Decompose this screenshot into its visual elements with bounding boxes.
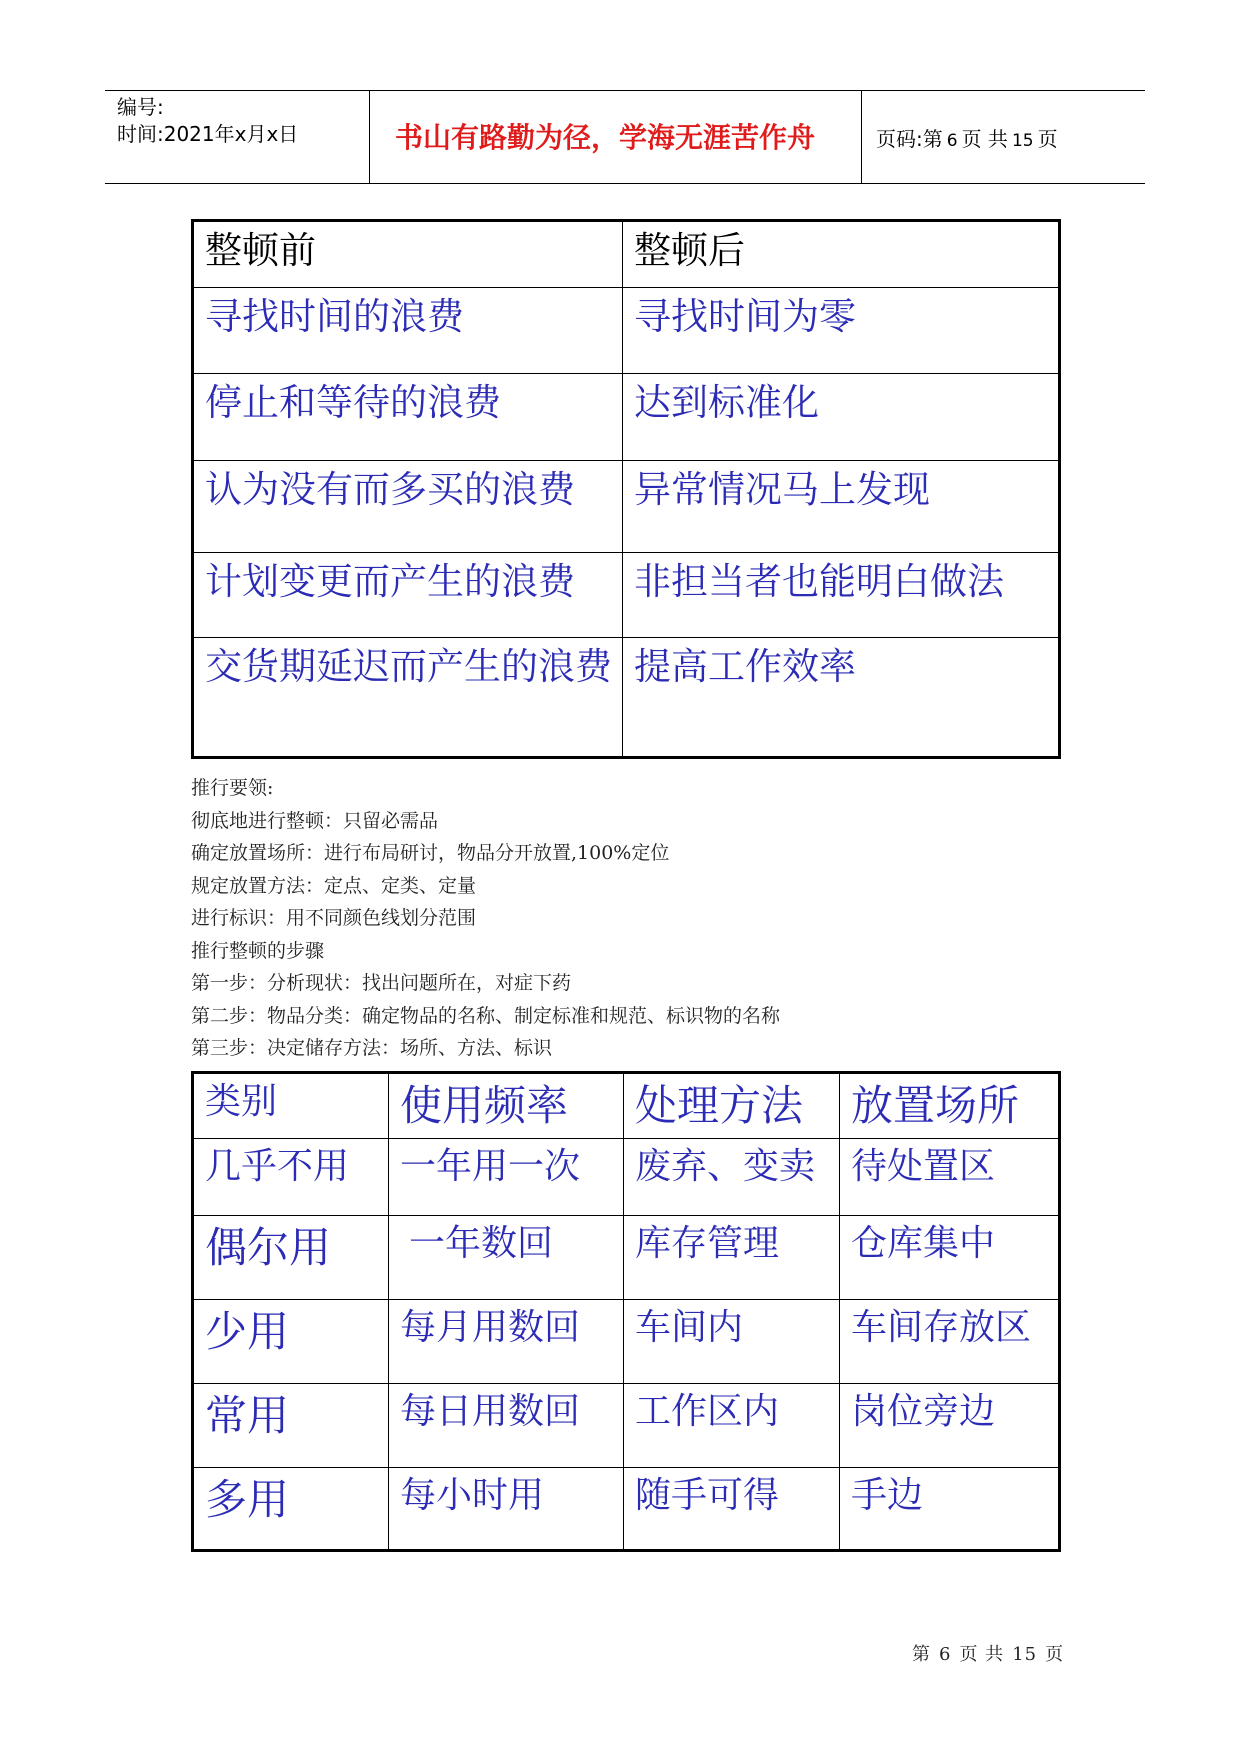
- note-line: 推行要领:: [191, 777, 274, 799]
- table-cell: 库存管理: [624, 1216, 840, 1300]
- table-cell: 偶尔用: [193, 1216, 389, 1300]
- table-cell: 提高工作效率: [623, 638, 1060, 758]
- header-page-mid: 页 共: [961, 127, 1008, 151]
- arrangement-before-after-table: [191, 219, 1061, 759]
- table-cell: 岗位旁边: [840, 1384, 1060, 1468]
- table-cell: 计划变更而产生的浪费: [193, 553, 623, 638]
- table-header-row: [193, 1073, 1060, 1139]
- note-line: 第一步：分析现状：找出问题所在，对症下药: [191, 972, 572, 994]
- header-motto: 书山有路勤为径，学海无涯苦作舟: [395, 121, 816, 154]
- table-cell: 寻找时间为零: [623, 288, 1060, 374]
- table-header-cell: 处理方法: [624, 1073, 840, 1139]
- footer-current: 6: [939, 1644, 952, 1665]
- table-row: [193, 638, 1060, 758]
- table-cell: 废弃、变卖: [624, 1139, 840, 1216]
- note-line: 推行整顿的步骤: [191, 939, 325, 962]
- table-cell: 少用: [193, 1300, 389, 1384]
- table-row: [193, 461, 1060, 553]
- footer-mid: 页 共: [959, 1644, 1005, 1665]
- footer-prefix: 第: [912, 1644, 931, 1665]
- header-page-suffix: 页: [1037, 127, 1058, 151]
- header-page-indicator: [876, 126, 1058, 154]
- header-divider-left: [369, 90, 370, 183]
- footer-total: 15: [1012, 1644, 1038, 1665]
- table-header-cell: 类别: [193, 1073, 389, 1139]
- header-page-current: 6: [946, 131, 958, 151]
- table-cell: 随手可得: [624, 1468, 840, 1551]
- header-divider-right: [861, 90, 862, 183]
- header-top-rule: [105, 90, 1145, 91]
- table-cell: 每小时用: [389, 1468, 624, 1551]
- header-bottom-rule: [105, 183, 1145, 184]
- table-header-row: [193, 221, 1060, 288]
- table-cell: 车间内: [624, 1300, 840, 1384]
- table-cell: 一年数回: [389, 1216, 624, 1300]
- table-header-cell: 整顿后: [623, 221, 1060, 288]
- table-row: [193, 1384, 1060, 1468]
- table-cell: 几乎不用: [193, 1139, 389, 1216]
- table-row: [193, 1139, 1060, 1216]
- header-page-total: 15: [1011, 131, 1034, 151]
- table-cell: 多用: [193, 1468, 389, 1551]
- table-header-cell: 使用频率: [389, 1073, 624, 1139]
- note-line: 第三步：决定储存方法：场所、方法、标识: [191, 1037, 553, 1059]
- header-time-label: 时间:2021年x月x日: [117, 122, 299, 146]
- note-line: 确定放置场所：进行布局研讨，物品分开放置,100%定位: [191, 842, 670, 864]
- table-row: [193, 1468, 1060, 1551]
- table-row: [193, 1216, 1060, 1300]
- table-header-cell: 整顿前: [193, 221, 623, 288]
- table-cell: 非担当者也能明白做法: [623, 553, 1060, 638]
- storage-method-table: [191, 1071, 1061, 1552]
- table-cell: 待处置区: [840, 1139, 1060, 1216]
- table-cell: 车间存放区: [840, 1300, 1060, 1384]
- table-cell: 交货期延迟而产生的浪费: [193, 638, 623, 758]
- table-cell: 每日用数回: [389, 1384, 624, 1468]
- note-line: 规定放置方法：定点、定类、定量: [191, 874, 477, 897]
- table-cell: 每月用数回: [389, 1300, 624, 1384]
- table-cell: 仓库集中: [840, 1216, 1060, 1300]
- implementation-notes: [191, 772, 1051, 1065]
- table-row: [193, 1300, 1060, 1384]
- table-cell: 工作区内: [624, 1384, 840, 1468]
- table-cell: 异常情况马上发现: [623, 461, 1060, 553]
- header-page-prefix: 页码:第: [876, 127, 943, 151]
- table-cell: 认为没有而多买的浪费: [193, 461, 623, 553]
- table-row: [193, 374, 1060, 461]
- table-cell: 停止和等待的浪费: [193, 374, 623, 461]
- table-row: [193, 553, 1060, 638]
- note-line: 进行标识：用不同颜色线划分范围: [191, 907, 477, 929]
- note-line: 彻底地进行整顿：只留必需品: [191, 809, 439, 832]
- table-row: [193, 288, 1060, 374]
- table-cell: 常用: [193, 1384, 389, 1468]
- table-header-cell: 放置场所: [840, 1073, 1060, 1139]
- header-number-label: 编号:: [117, 95, 164, 119]
- table-cell: 达到标准化: [623, 374, 1060, 461]
- footer-suffix: 页: [1045, 1644, 1065, 1665]
- table-cell: 寻找时间的浪费: [193, 288, 623, 374]
- table-cell: 手边: [840, 1468, 1060, 1551]
- table-cell: 一年用一次: [389, 1139, 624, 1216]
- note-line: 第二步：物品分类：确定物品的名称、制定标准和规范、标识物的名称: [191, 1004, 781, 1027]
- page-footer: [908, 1640, 1068, 1666]
